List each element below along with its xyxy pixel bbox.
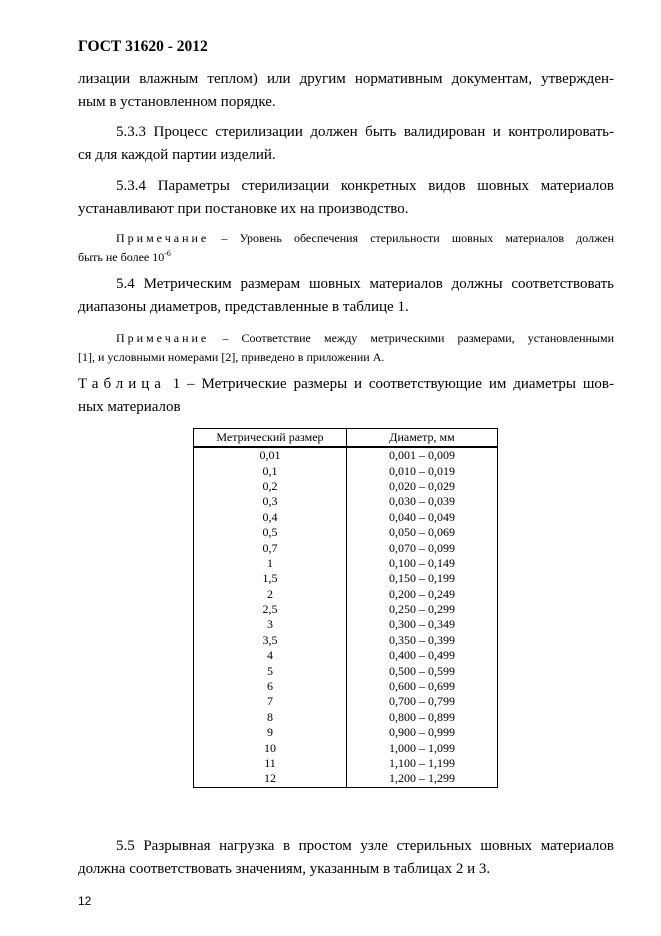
text-line: 5.4 Метрическим размерам шовных материалов должны соответствовать	[116, 276, 614, 292]
table-row	[194, 648, 498, 663]
text-line: 5.3.4 Параметры стерилизации конкретных видов шовных материалов	[116, 178, 614, 194]
caption-label: Таблица	[78, 376, 166, 392]
note-sterility	[78, 229, 614, 267]
caption-line	[78, 373, 614, 396]
table-row	[194, 494, 498, 509]
cell-metric-size: 0,5	[194, 525, 347, 540]
cell-metric-size: 5	[194, 663, 347, 678]
cell-diameter: 0,100 – 0,149	[347, 556, 498, 571]
cell-metric-size: 0,4	[194, 510, 347, 525]
paragraph-5-4	[78, 273, 614, 319]
table-row	[194, 617, 498, 632]
table-row	[194, 525, 498, 540]
page-number: 12	[78, 894, 92, 908]
caption-line: ных материалов	[78, 399, 181, 415]
cell-metric-size: 1,5	[194, 571, 347, 586]
cell-diameter: 0,350 – 0,399	[347, 633, 498, 648]
cell-diameter: 0,030 – 0,039	[347, 494, 498, 509]
header-diameter: Диаметр, мм	[347, 429, 498, 448]
cell-metric-size: 4	[194, 648, 347, 663]
table-row	[194, 479, 498, 494]
document-header: ГОСТ 31620 - 2012	[78, 38, 208, 55]
table-row	[194, 679, 498, 694]
cell-metric-size: 0,3	[194, 494, 347, 509]
exponent: -6	[164, 249, 171, 258]
cell-diameter: 0,150 – 0,199	[347, 571, 498, 586]
cell-diameter: 0,010 – 0,019	[347, 463, 498, 478]
table-row	[194, 587, 498, 602]
note-correspondence	[78, 329, 614, 367]
paragraph-5-3-4	[78, 175, 614, 221]
note-line	[78, 248, 614, 267]
note-label: Примечание	[116, 231, 210, 245]
note-line	[78, 229, 614, 248]
table-row	[194, 556, 498, 571]
note-text: – Уровень обеспечения стерильности шовных материалов должен	[209, 231, 614, 245]
table-row	[194, 602, 498, 617]
cell-diameter: 0,070 – 0,099	[347, 540, 498, 555]
cell-metric-size: 2	[194, 587, 347, 602]
table-row	[194, 756, 498, 771]
table-row	[194, 740, 498, 755]
table-row	[194, 510, 498, 525]
cell-metric-size: 0,2	[194, 479, 347, 494]
cell-diameter: 0,700 – 0,799	[347, 694, 498, 709]
cell-metric-size: 0,1	[194, 463, 347, 478]
cell-metric-size: 8	[194, 710, 347, 725]
cell-metric-size: 2,5	[194, 602, 347, 617]
cell-diameter: 0,300 – 0,349	[347, 617, 498, 632]
text-line: 5.5 Разрывная нагрузка в простом узле стерильных шовных материалов	[116, 838, 614, 854]
cell-diameter: 0,600 – 0,699	[347, 679, 498, 694]
note-text: – Соответствие между метрическими размерами, установленными	[209, 331, 614, 345]
cell-diameter: 0,900 – 0,999	[347, 725, 498, 740]
cell-metric-size: 0,7	[194, 540, 347, 555]
text-line: диапазоны диаметров, представленные в таблице 1.	[78, 299, 409, 315]
cell-metric-size: 0,01	[194, 447, 347, 463]
table-row	[194, 463, 498, 478]
text-line: ся для каждой партии изделий.	[78, 147, 276, 163]
note-text: быть не более 10	[78, 250, 165, 264]
table-1-metric-sizes	[193, 428, 498, 788]
cell-metric-size: 12	[194, 771, 347, 787]
cell-metric-size: 9	[194, 725, 347, 740]
cell-diameter: 0,050 – 0,069	[347, 525, 498, 540]
table-header-row	[194, 429, 498, 448]
table-row	[194, 663, 498, 678]
cell-diameter: 0,250 – 0,299	[347, 602, 498, 617]
text-line: 5.3.3 Процесс стерилизации должен быть валидирован и контролировать-	[116, 124, 614, 140]
cell-metric-size: 10	[194, 740, 347, 755]
cell-diameter: 1,100 – 1,199	[347, 756, 498, 771]
text-line: должна соответствовать значениям, указанным в таблицах 2 и 3.	[78, 861, 491, 877]
text-line: устанавливают при постановке их на производство.	[78, 201, 409, 217]
text-line: лизации влажным теплом) или другим нормативным документам, утвержден-	[78, 71, 614, 87]
table-row	[194, 633, 498, 648]
text-line: ным в установленном порядке.	[78, 94, 276, 110]
caption-text: 1 – Метрические размеры и соответствующие им диаметры шов-	[165, 376, 614, 392]
cell-diameter: 0,200 – 0,249	[347, 587, 498, 602]
cell-diameter: 0,800 – 0,899	[347, 710, 498, 725]
cell-metric-size: 3	[194, 617, 347, 632]
table-row	[194, 710, 498, 725]
cell-metric-size: 7	[194, 694, 347, 709]
table-row	[194, 447, 498, 463]
paragraph-5-5	[78, 835, 614, 881]
cell-metric-size: 3,5	[194, 633, 347, 648]
cell-diameter: 1,200 – 1,299	[347, 771, 498, 787]
table-row	[194, 771, 498, 787]
paragraph-5-3-2-continuation	[78, 68, 614, 114]
cell-diameter: 0,400 – 0,499	[347, 648, 498, 663]
cell-diameter: 0,040 – 0,049	[347, 510, 498, 525]
cell-diameter: 0,500 – 0,599	[347, 663, 498, 678]
cell-metric-size: 6	[194, 679, 347, 694]
table-caption	[78, 373, 614, 419]
cell-metric-size: 11	[194, 756, 347, 771]
table-row	[194, 571, 498, 586]
table-body	[194, 447, 498, 787]
table-row	[194, 725, 498, 740]
note-label: Примечание	[116, 331, 210, 345]
table-row	[194, 540, 498, 555]
header-metric-size: Метрический размер	[194, 429, 347, 448]
cell-diameter: 1,000 – 1,099	[347, 740, 498, 755]
cell-diameter: 0,020 – 0,029	[347, 479, 498, 494]
note-line: [1], и условными номерами [2], приведено в приложении А.	[78, 350, 385, 364]
cell-diameter: 0,001 – 0,009	[347, 447, 498, 463]
cell-metric-size: 1	[194, 556, 347, 571]
table-row	[194, 694, 498, 709]
paragraph-5-3-3	[78, 121, 614, 167]
note-line	[78, 329, 614, 348]
